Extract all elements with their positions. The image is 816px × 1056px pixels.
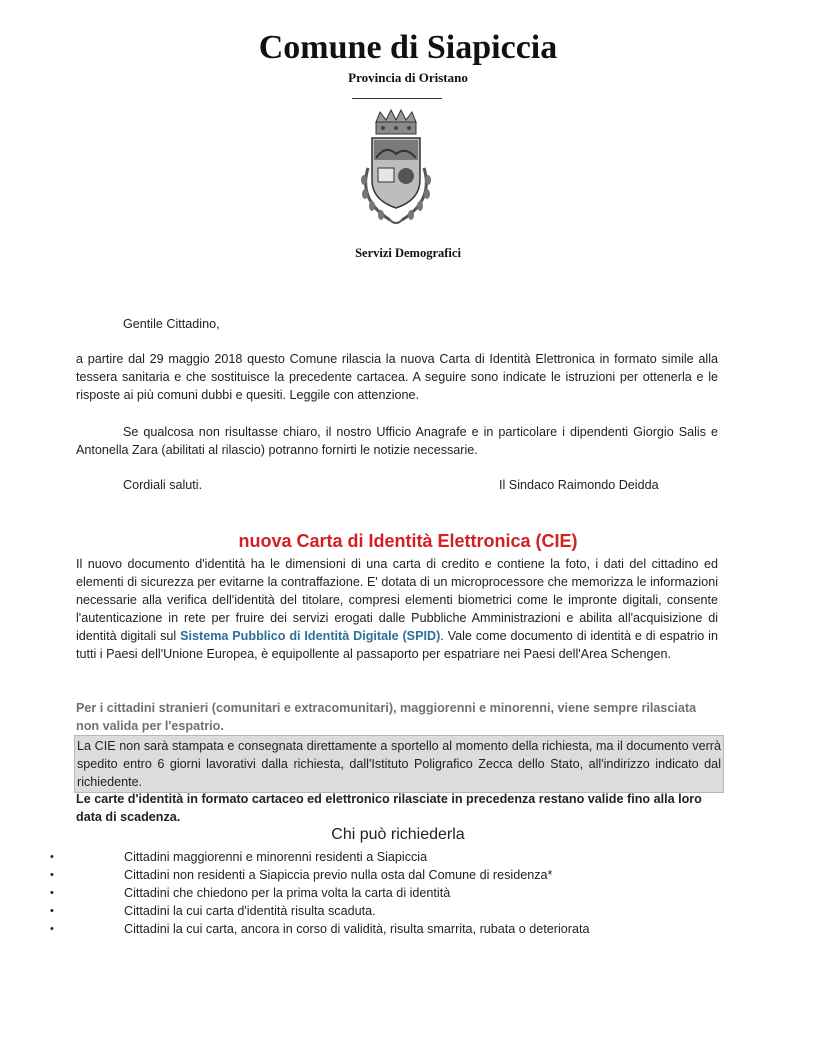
foreigners-note: Per i cittadini stranieri (comunitari e extracomunitari), maggiorenni e minorenni, viene sempre rilasciata non valida per l'espatrio.	[76, 701, 697, 733]
letter-paragraph-2: Se qualcosa non risultasse chiaro, il nostro Ufficio Anagrafe e in particolare i dipendenti Giorgio Salis e Antonella Zara (abilitati al rilascio) potranno fornirti le notizie necessarie.	[76, 425, 718, 457]
bullet-icon: •	[50, 851, 54, 863]
cie-intro-text-2: . Vale come documento di identità e di espatrio in tutti i Paesi dell'Unione Europea, è equipollente al passaporto per espatriare nei Paesi dell'Area Schengen.	[76, 629, 718, 661]
delivery-note: La CIE non sarà stampata e consegnata direttamente a sportello al momento della richiesta, ma il documento verrà spedito entro 6 giorni lavorativi dalla richiesta, dall'Istituto Poligrafico Zecca dello Stato, all'indirizzo indicato dal richiedente.	[74, 735, 724, 793]
header-divider	[352, 98, 442, 99]
office-name: Servizi Demografici	[355, 246, 461, 260]
list-item-text: Cittadini la cui carta d'identità risulta scaduta.	[124, 904, 376, 918]
municipality-title: Comune di Siapiccia	[258, 29, 558, 66]
list-item-text: Cittadini che chiedono per la prima volta la carta di identità	[124, 886, 451, 900]
spid-link[interactable]: Sistema Pubblico di Identità Digitale (SPID)	[180, 629, 441, 643]
letter-paragraph-1: a partire dal 29 maggio 2018 questo Comune rilascia la nuova Carta di Identità Elettronica in formato simile alla tessera sanitaria e che sostituisce la precedente cartacea. A seguire sono indicate le istruzioni per ottenerla e le risposte ai più comuni dubbi e quesiti. Leggile con attenzione.	[76, 352, 718, 402]
cie-intro-text-1: Il nuovo documento d'identità ha le dimensioni di una carta di credito e contiene la foto, i dati del cittadino ed elementi di sicurezza per evitarne la contraffazione. E' dotata di un microprocessore che memorizza le informazioni necessarie alla verifica dell'identità del titolare, compresi elementi biometrici come le impronte digitali, consente l'autenticazione in rete per fruire dei servizi erogati dalle Pubbliche Amministrazioni e abilita all'acquisizione di identità digitali sul	[76, 557, 718, 643]
bullet-icon: •	[50, 887, 54, 899]
list-item	[50, 920, 750, 938]
list-item-text: Cittadini non residenti a Siapiccia previo nulla osta dal Comune di residenza*	[124, 868, 553, 882]
bullet-icon: •	[50, 905, 54, 917]
list-item-text: Cittadini la cui carta, ancora in corso di validità, risulta smarrita, rubata o deteriorata	[124, 922, 590, 936]
list-item-text: Cittadini maggiorenni e minorenni residenti a Siapiccia	[124, 850, 428, 864]
cie-section-title: nuova Carta di Identità Elettronica (CIE)	[238, 531, 578, 551]
validity-note: Le carte d'identità in formato cartaceo ed elettronico rilasciate in precedenza restano valide fino alla loro data di scadenza.	[76, 792, 702, 824]
bullet-icon: •	[50, 869, 54, 881]
letter-closing: Cordiali saluti.	[123, 478, 203, 492]
eligibility-list	[50, 848, 750, 938]
eligibility-title: Chi può richiederla	[331, 826, 465, 843]
province-subtitle: Provincia di Oristano	[348, 70, 468, 85]
mayor-signature: Il Sindaco Raimondo Deidda	[499, 478, 659, 492]
letter-greeting: Gentile Cittadino,	[123, 317, 220, 331]
cie-intro-paragraph	[76, 555, 718, 663]
list-item	[50, 848, 750, 866]
list-item	[50, 884, 750, 902]
list-item	[50, 902, 750, 920]
list-item	[50, 866, 750, 884]
municipal-crest-icon	[350, 108, 442, 230]
bullet-icon: •	[50, 923, 54, 935]
